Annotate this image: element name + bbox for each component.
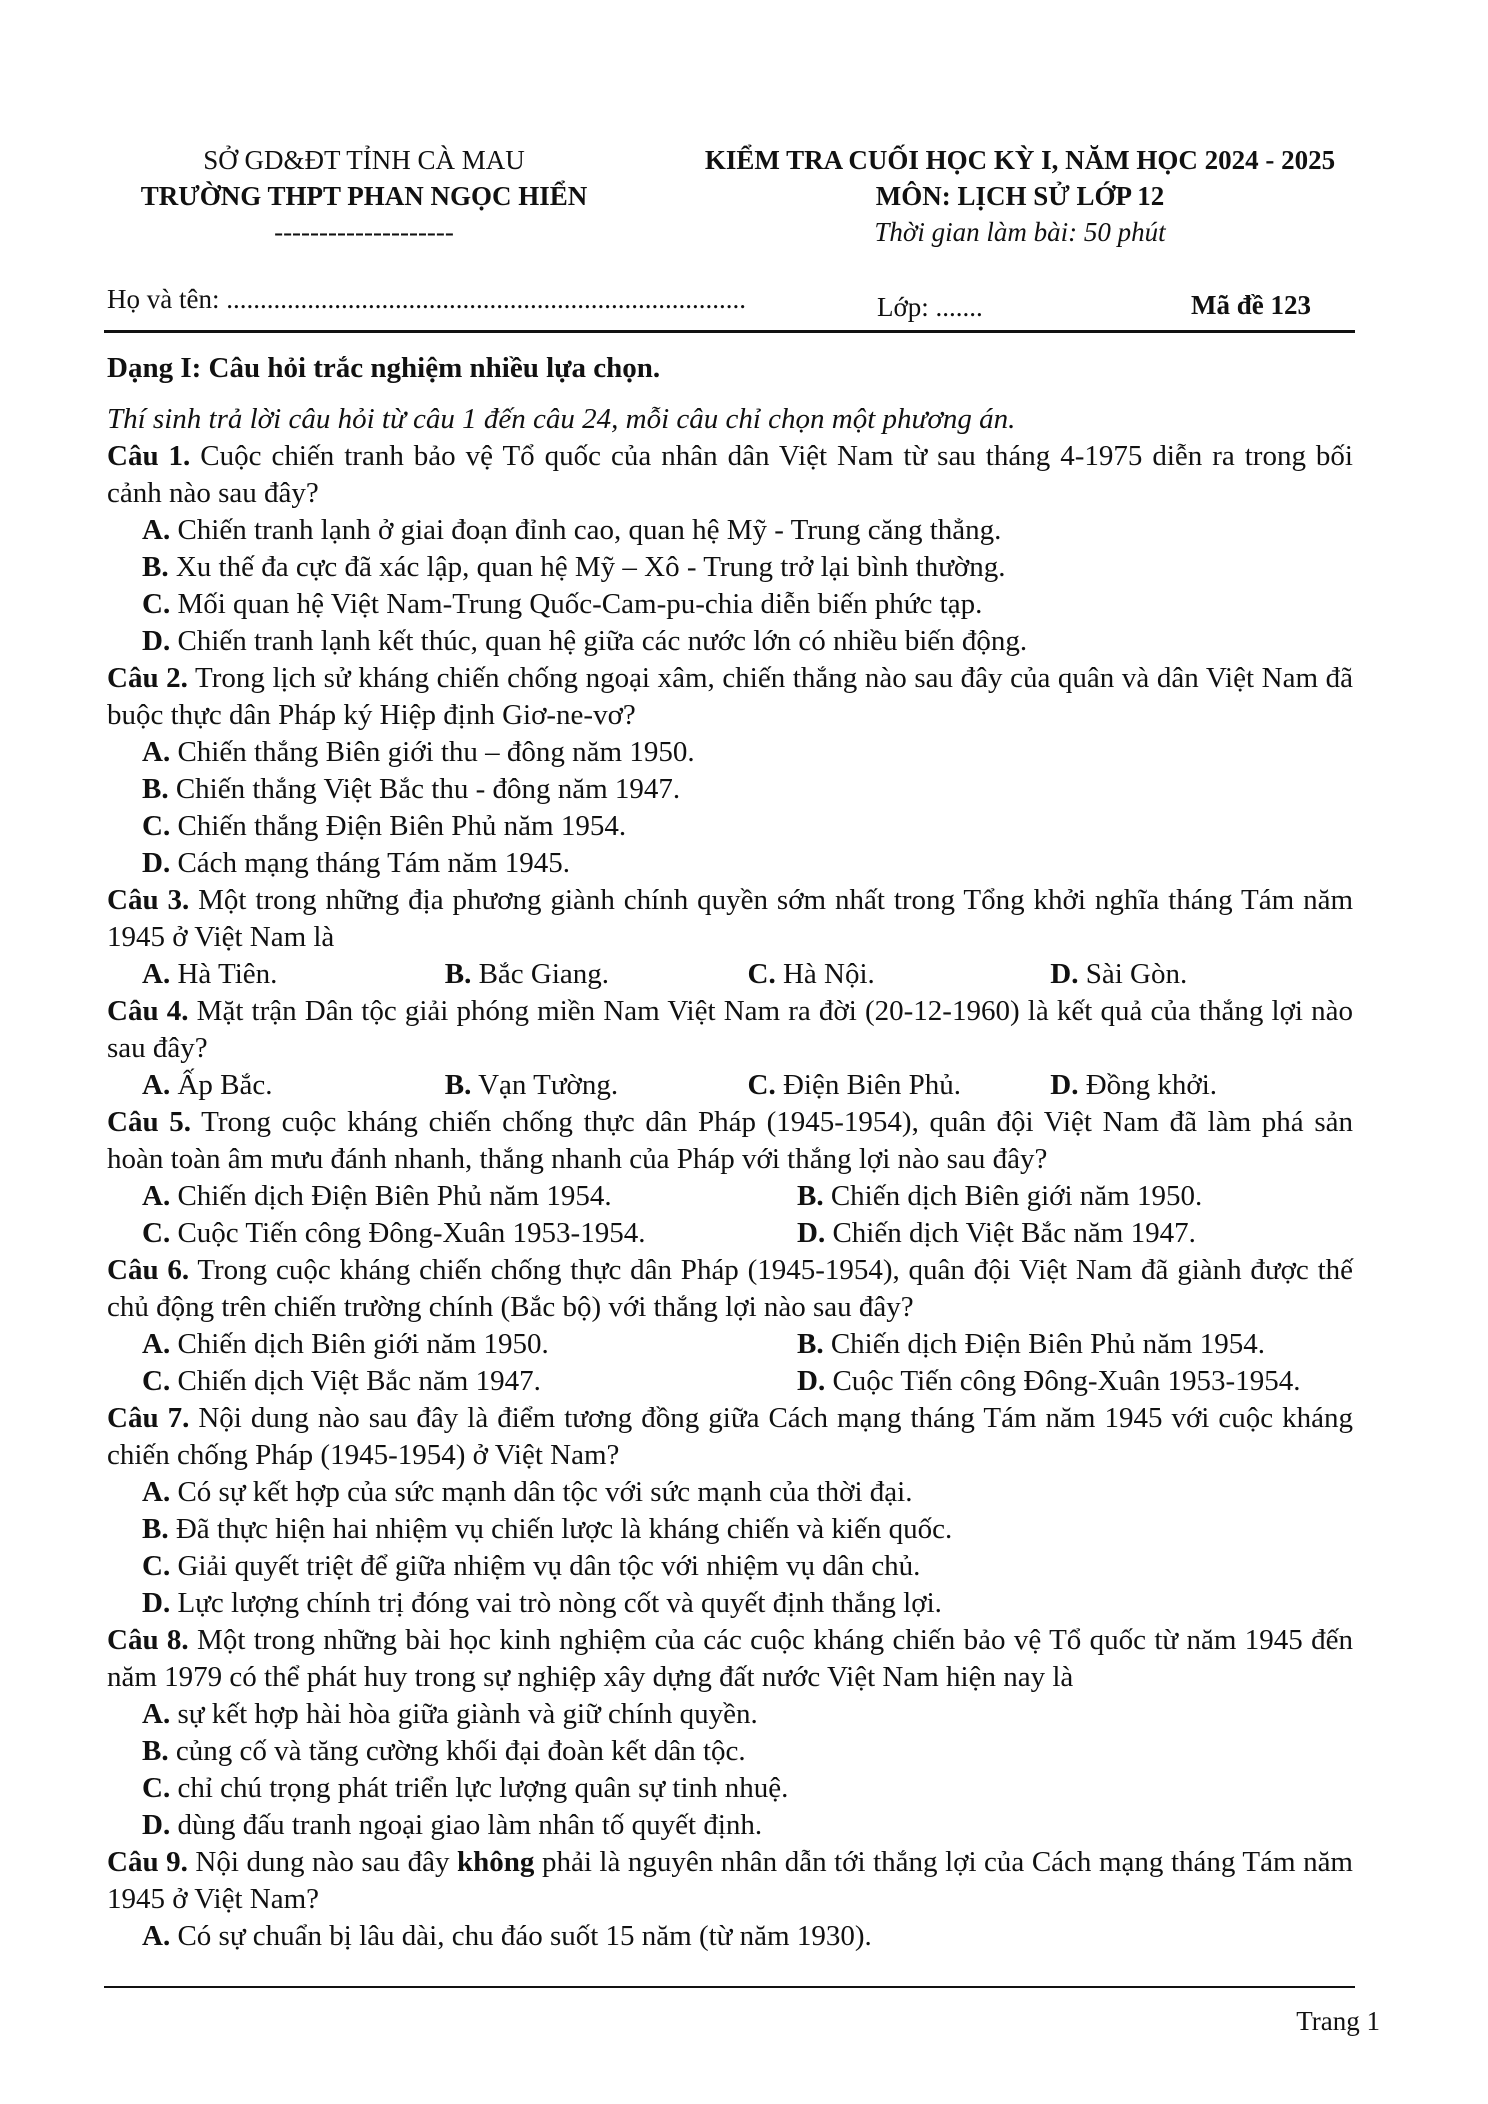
question-stem bbox=[107, 1104, 1353, 1178]
question-label: Câu 2. bbox=[107, 662, 188, 694]
answer-option[interactable]: A. Chiến thắng Biên giới thu – đông năm 1950. bbox=[142, 736, 695, 768]
question bbox=[107, 1622, 1353, 1844]
answer-option[interactable]: B. Đã thực hiện hai nhiệm vụ chiến lược là kháng chiến và kiến quốc. bbox=[142, 1513, 953, 1545]
class-field[interactable]: Lớp: ....... bbox=[877, 292, 983, 322]
exam-subject: MÔN: LỊCH SỬ LỚP 12 bbox=[875, 181, 1165, 211]
answer-option[interactable]: A. Hà Tiên. bbox=[142, 958, 278, 990]
answer-option[interactable]: C. chỉ chú trọng phát triển lực lượng quân sự tinh nhuệ. bbox=[142, 1772, 789, 1804]
answer-option[interactable]: B. Bắc Giang. bbox=[444, 958, 610, 990]
question-text: Trong cuộc kháng chiến chống thực dân Pháp (1945-1954), quân đội Việt Nam đã giành được thế chủ động trên chiến trường chính (Bắc bộ) với thắng lợi nào sau đây? bbox=[107, 1254, 1353, 1323]
question-label: Câu 5. bbox=[107, 1106, 191, 1138]
answer-option[interactable]: A. Chiến tranh lạnh ở giai đoạn đỉnh cao, quan hệ Mỹ - Trung căng thẳng. bbox=[142, 514, 1002, 546]
question-label: Câu 1. bbox=[107, 440, 191, 472]
footer-rule bbox=[104, 1986, 1355, 1988]
answer-option[interactable]: D. Đồng khởi. bbox=[1050, 1069, 1218, 1101]
question-text: Nội dung nào sau đây là điểm tương đồng giữa Cách mạng tháng Tám năm 1945 với cuộc kháng chiến chống Pháp (1945-1954) ở Việt Nam? bbox=[107, 1402, 1353, 1471]
question-label: Câu 9. bbox=[107, 1846, 188, 1878]
exam-title: KIỂM TRA CUỐI HỌC KỲ I, NĂM HỌC 2024 - 2025 bbox=[704, 145, 1336, 175]
question-text: Trong cuộc kháng chiến chống thực dân Pháp (1945-1954), quân đội Việt Nam đã làm phá sản hoàn toàn âm mưu đánh nhanh, thắng nhanh của Pháp với thắng lợi nào sau đây? bbox=[107, 1106, 1353, 1175]
question-label: Câu 7. bbox=[107, 1402, 190, 1434]
answer-option[interactable]: A. Có sự kết hợp của sức mạnh dân tộc với sức mạnh của thời đại. bbox=[142, 1476, 913, 1508]
question-stem bbox=[107, 993, 1353, 1067]
answer-option[interactable]: D. dùng đấu tranh ngoại giao làm nhân tố quyết định. bbox=[142, 1809, 763, 1841]
question-text: Trong lịch sử kháng chiến chống ngoại xâm, chiến thắng nào sau đây của quân và dân Việt Nam đã buộc thực dân Pháp ký Hiệp định Giơ-ne-vơ? bbox=[107, 662, 1353, 731]
answer-option[interactable]: B. củng cố và tăng cường khối đại đoàn kết dân tộc. bbox=[142, 1735, 746, 1767]
answer-option[interactable]: C. Điện Biên Phủ. bbox=[747, 1069, 961, 1101]
question-stem bbox=[107, 1622, 1353, 1696]
question bbox=[107, 1400, 1353, 1622]
question bbox=[107, 1844, 1353, 1955]
department-name: SỞ GD&ĐT TỈNH CÀ MAU bbox=[203, 145, 525, 175]
answer-option[interactable]: B. Vạn Tường. bbox=[444, 1069, 619, 1101]
answer-option[interactable]: A. Chiến dịch Điện Biên Phủ năm 1954. bbox=[142, 1180, 612, 1212]
answer-option[interactable]: A. Ấp Bắc. bbox=[142, 1069, 273, 1101]
question bbox=[107, 660, 1353, 882]
answer-option[interactable]: B. Chiến dịch Biên giới năm 1950. bbox=[797, 1180, 1203, 1212]
question-label: Câu 3. bbox=[107, 884, 190, 916]
answer-options-row bbox=[107, 1178, 1353, 1215]
question-stem bbox=[107, 882, 1353, 956]
question-stem bbox=[107, 1252, 1353, 1326]
answer-option[interactable]: C. Hà Nội. bbox=[747, 958, 875, 990]
question-text: Một trong những bài học kinh nghiệm của các cuộc kháng chiến bảo vệ Tổ quốc từ năm 1945 đến năm 1979 có thể phát huy trong sự nghiệp xây dựng đất nước Việt Nam hiện nay là bbox=[107, 1624, 1353, 1693]
question bbox=[107, 1252, 1353, 1400]
answer-option[interactable]: A. Chiến dịch Biên giới năm 1950. bbox=[142, 1328, 549, 1360]
negation-keyword: không bbox=[457, 1846, 535, 1878]
header-left bbox=[104, 142, 624, 250]
question-stem: Câu 9. Nội dung nào sau đây không phải là nguyên nhân dẫn tới thắng lợi của Cách mạng tháng Tám năm 1945 ở Việt Nam? bbox=[107, 1846, 1353, 1915]
answer-option[interactable]: C. Mối quan hệ Việt Nam-Trung Quốc-Cam-pu-chia diễn biến phức tạp. bbox=[142, 588, 983, 620]
question bbox=[107, 993, 1353, 1104]
question-label: Câu 6. bbox=[107, 1254, 190, 1286]
answer-option[interactable]: D. Lực lượng chính trị đóng vai trò nòng cốt và quyết định thắng lợi. bbox=[142, 1587, 942, 1619]
question-label: Câu 4. bbox=[107, 995, 189, 1027]
question bbox=[107, 438, 1353, 660]
answer-option[interactable]: D. Chiến dịch Việt Bắc năm 1947. bbox=[797, 1217, 1196, 1249]
answer-option[interactable]: C. Giải quyết triệt để giữa nhiệm vụ dân tộc với nhiệm vụ dân chủ. bbox=[142, 1550, 921, 1582]
section-title: Dạng I: Câu hỏi trắc nghiệm nhiều lựa chọn. bbox=[107, 352, 661, 384]
answer-option[interactable]: A. sự kết hợp hài hòa giữa giành và giữ chính quyền. bbox=[142, 1698, 758, 1730]
question-stem bbox=[107, 660, 1353, 734]
answer-options-row bbox=[107, 1326, 1353, 1363]
answer-option[interactable]: D. Cách mạng tháng Tám năm 1945. bbox=[142, 847, 570, 879]
question-text: Mặt trận Dân tộc giải phóng miền Nam Việt Nam ra đời (20-12-1960) là kết quả của thắng lợi nào sau đây? bbox=[107, 995, 1353, 1064]
answer-option[interactable]: B. Chiến thắng Việt Bắc thu - đông năm 1947. bbox=[142, 773, 681, 805]
answer-options-row bbox=[107, 1363, 1353, 1400]
question bbox=[107, 882, 1353, 993]
answer-option[interactable]: A. Có sự chuẩn bị lâu dài, chu đáo suốt 15 năm (từ năm 1930). bbox=[142, 1920, 872, 1952]
header-divider: -------------------- bbox=[274, 217, 454, 247]
question-stem bbox=[107, 438, 1353, 512]
student-info bbox=[107, 284, 1353, 330]
exam-time: Thời gian làm bài: 50 phút bbox=[874, 217, 1166, 247]
answer-options-row bbox=[107, 1215, 1353, 1252]
answer-options-row bbox=[107, 1067, 1353, 1104]
question-stem bbox=[107, 1400, 1353, 1474]
answer-option[interactable]: C. Cuộc Tiến công Đông-Xuân 1953-1954. bbox=[142, 1217, 646, 1249]
answer-option[interactable]: D. Sài Gòn. bbox=[1050, 958, 1188, 990]
section-instruction: Thí sinh trả lời câu hỏi từ câu 1 đến câu 24, mỗi câu chỉ chọn một phương án. bbox=[107, 403, 1016, 435]
answer-options-row bbox=[107, 956, 1353, 993]
header-rule bbox=[104, 330, 1355, 333]
student-name-field[interactable]: Họ và tên: ............................................................................. bbox=[107, 284, 746, 314]
school-name: TRƯỜNG THPT PHAN NGỌC HIỂN bbox=[140, 181, 588, 211]
question-text: Cuộc chiến tranh bảo vệ Tổ quốc của nhân dân Việt Nam từ sau tháng 4-1975 diễn ra trong bối cảnh nào sau đây? bbox=[107, 440, 1353, 509]
question-text: Một trong những địa phương giành chính quyền sớm nhất trong Tổng khởi nghĩa tháng Tám năm 1945 ở Việt Nam là bbox=[107, 884, 1353, 953]
answer-option[interactable]: D. Cuộc Tiến công Đông-Xuân 1953-1954. bbox=[797, 1365, 1301, 1397]
answer-option[interactable]: C. Chiến dịch Việt Bắc năm 1947. bbox=[142, 1365, 541, 1397]
exam-code: Mã đề 123 bbox=[1191, 290, 1311, 320]
page-number: Trang 1 bbox=[1296, 2006, 1380, 2036]
answer-option[interactable]: C. Chiến thắng Điện Biên Phủ năm 1954. bbox=[142, 810, 627, 842]
question bbox=[107, 1104, 1353, 1252]
answer-option[interactable]: B. Xu thế đa cực đã xác lập, quan hệ Mỹ – Xô - Trung trở lại bình thường. bbox=[142, 551, 1006, 583]
header-right bbox=[640, 142, 1400, 250]
answer-option[interactable]: D. Chiến tranh lạnh kết thúc, quan hệ giữa các nước lớn có nhiều biến động. bbox=[142, 625, 1028, 657]
question-label: Câu 8. bbox=[107, 1624, 189, 1656]
exam-content bbox=[107, 344, 1353, 1955]
answer-option[interactable]: B. Chiến dịch Điện Biên Phủ năm 1954. bbox=[797, 1328, 1265, 1360]
